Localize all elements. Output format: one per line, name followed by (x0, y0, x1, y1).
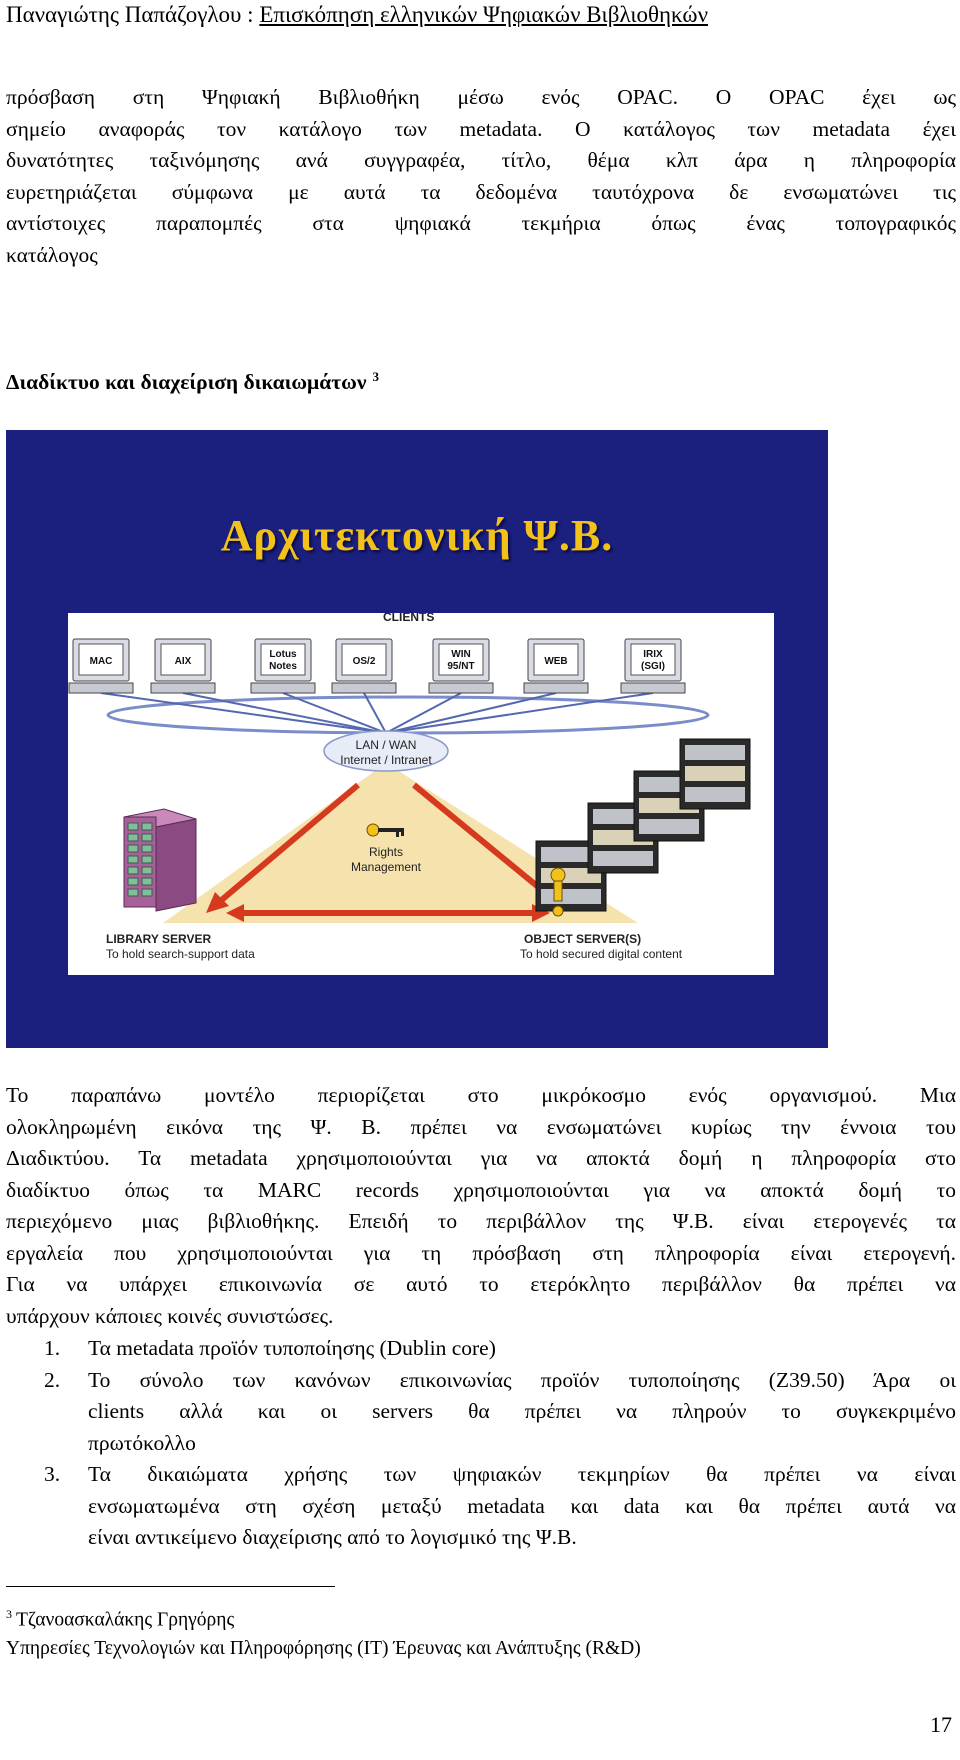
clients-label: CLIENTS (383, 613, 435, 624)
list-item-line: clients αλλά και οι servers θα πρέπει να πληρούν το συγκεκριμένο (88, 1399, 956, 1423)
slide-title: Αρχιτεκτονική Ψ.Β. (220, 511, 614, 560)
list-number: 2. (44, 1367, 61, 1392)
object-servers (536, 739, 750, 911)
cabinet-drawer (142, 867, 152, 874)
client-connection (386, 693, 556, 733)
client-computer-icon (69, 639, 133, 693)
model-line: Διαδικτύου. Τα metadata χρησιμοποιούνται για να αποκτά δομή η πληροφορία στο (6, 1146, 956, 1170)
client-label: AIX (174, 656, 192, 667)
page-number: 17 (930, 1712, 952, 1737)
cabinet-drawer (142, 889, 152, 896)
model-line: διαδίκτυο όπως τα MARC records χρησιμοποιούνται για να αποκτά δομή το (6, 1177, 956, 1202)
cabinet-drawer (128, 889, 138, 896)
footnote-affiliation: Υπηρεσίες Τεχνολογιών και Πληροφόρησης (IT) Έρευνας και Ανάπτυξης (R&D) (6, 1637, 641, 1659)
cabinet-drawer (142, 878, 152, 885)
client-computer-icon (151, 639, 215, 693)
cabinet-drawer (142, 856, 152, 863)
cabinet-drawer (128, 867, 138, 874)
list-item (6, 1333, 956, 1365)
client-label: (SGI) (641, 661, 665, 672)
model-line: Το παραπάνω μοντέλο περιορίζεται στο μικρόκοσμο ενός οργανισμού. Μια (6, 1083, 956, 1107)
network-label-2: Internet / Intranet (340, 753, 432, 767)
list-item-line: ενσωματωμένα στη σχέση μεταξύ metadata και data και θα πρέπει αυτά να (88, 1493, 956, 1518)
list-item-line: Το σύνολο των κανόνων επικοινωνίας προϊόν τυποποίησης (Z39.50) Άρα οι (88, 1367, 956, 1392)
section-heading (6, 369, 379, 395)
footnote-reference: 3 (372, 369, 379, 384)
client-label: Notes (269, 661, 297, 672)
client-label: 95/NT (447, 661, 475, 672)
intro-line: πρόσβαση στη Ψηφιακή Βιβλιοθήκη μέσω ενός OPAC. Ο OPAC έχει ως (6, 85, 956, 109)
library-server-label: LIBRARY SERVER (106, 932, 212, 946)
footnote-divider (6, 1586, 335, 1587)
library-server-cabinet (124, 809, 196, 911)
footnote (6, 1600, 641, 1663)
client-computer-icon (429, 639, 493, 693)
diagram-svg (68, 613, 774, 975)
requirements-list (6, 1333, 956, 1554)
list-item-line: Τα δικαιώματα χρήσης των ψηφιακών τεκμηρίων θα πρέπει να είναι (88, 1462, 956, 1486)
architecture-slide (6, 430, 828, 1048)
list-item-line: πρωτόκολλο (88, 1430, 196, 1455)
cabinet-drawer (128, 823, 138, 830)
cabinet-drawer (128, 878, 138, 885)
paragraph-intro (6, 82, 956, 271)
paragraph-model (6, 1080, 956, 1332)
list-item (6, 1365, 956, 1460)
intro-line: αντίστοιχες παραπομπές στα ψηφιακά τεκμήρια όπως ένας τοπογραφικός (6, 211, 956, 235)
intro-line: ευρετηριάζεται σύμφωνα με αυτά τα δεδομένα ταυτόχρονα δε ενσωματώνει τις (6, 179, 956, 204)
cabinet-drawer (142, 845, 152, 852)
client-computer-icon (621, 639, 685, 693)
intro-line: δυνατότητες ταξινόμησης ανά συγγραφέα, τίτλο, θέμα κλπ άρα η πληροφορία (6, 148, 956, 172)
section-heading-text: Διαδίκτυο και διαχείριση δικαιωμάτων (6, 370, 367, 395)
object-server-desc: To hold secured digital content (520, 947, 683, 961)
footnote-number: 3 (6, 1607, 12, 1621)
model-line: υπάρχουν κάποιες κοινές συνιστώσες. (6, 1303, 334, 1328)
cabinet-drawer (142, 834, 152, 841)
rights-label-1: Rights (368, 845, 404, 859)
cabinet-drawer (142, 823, 152, 830)
architecture-diagram (68, 613, 774, 975)
cabinet-drawer (128, 845, 138, 852)
model-line: περιεχόμενο μιας βιβλιοθήκης. Επειδή το περιβάλλον της Ψ.Β. είναι ετερογενές τα (6, 1209, 956, 1233)
client-label: WEB (544, 656, 568, 667)
intro-line: κατάλογος (6, 242, 98, 267)
client-label: IRIX (643, 649, 663, 660)
cabinet-drawer (128, 856, 138, 863)
rights-label-2: Management (350, 860, 422, 874)
footnote-name: Τζανοασκαλάκης Γρηγόρης (16, 1609, 235, 1631)
client-label: OS/2 (352, 656, 376, 667)
client-computer-icon (251, 639, 315, 693)
header-author: Παναγιώτης Παπάζογλου : (6, 2, 254, 27)
list-number: 1. (44, 1336, 61, 1360)
page-header (6, 2, 708, 28)
client-computer-icon (524, 639, 588, 693)
client-label: Lotus (269, 649, 297, 660)
object-server-label: OBJECT SERVER(S) (524, 932, 642, 946)
list-item-line: είναι αντικείμενο διαχείρισης από το λογισμικό της Ψ.Β. (88, 1525, 577, 1549)
library-server-desc: To hold search-support data (106, 947, 255, 961)
intro-line: σημείο αναφοράς τον κατάλογο των metadata. Ο κατάλογος των metadata έχει (6, 116, 956, 141)
model-line: εργαλεία που χρησιμοποιούνται για τη πρόσβαση στη πληροφορία είναι ετερογενή. (6, 1240, 956, 1265)
client-computer-icon (332, 639, 396, 693)
list-item (6, 1459, 956, 1554)
model-line: ολοκληρωμένη εικόνα της Ψ. Β. πρέπει να ενσωματώνει κυρίως την έννοια του (6, 1114, 956, 1139)
header-title: Επισκόπηση ελληνικών Ψηφιακών Βιβλιοθηκών (259, 2, 708, 27)
client-label: MAC (89, 656, 113, 667)
client-label: WIN (451, 649, 471, 660)
clients-group (69, 639, 685, 693)
model-line: Για να υπάρχει επικοινωνία σε αυτό το ετερόκλητο περιβάλλον θα πρέπει να (6, 1272, 956, 1296)
cabinet-drawer (128, 834, 138, 841)
list-number: 3. (44, 1462, 61, 1486)
client-connection (364, 693, 386, 733)
list-item-line: Τα metadata προϊόν τυποποίησης (Dublin core) (88, 1336, 496, 1360)
object-server-rack (680, 739, 750, 809)
network-label-1: LAN / WAN (355, 738, 417, 752)
